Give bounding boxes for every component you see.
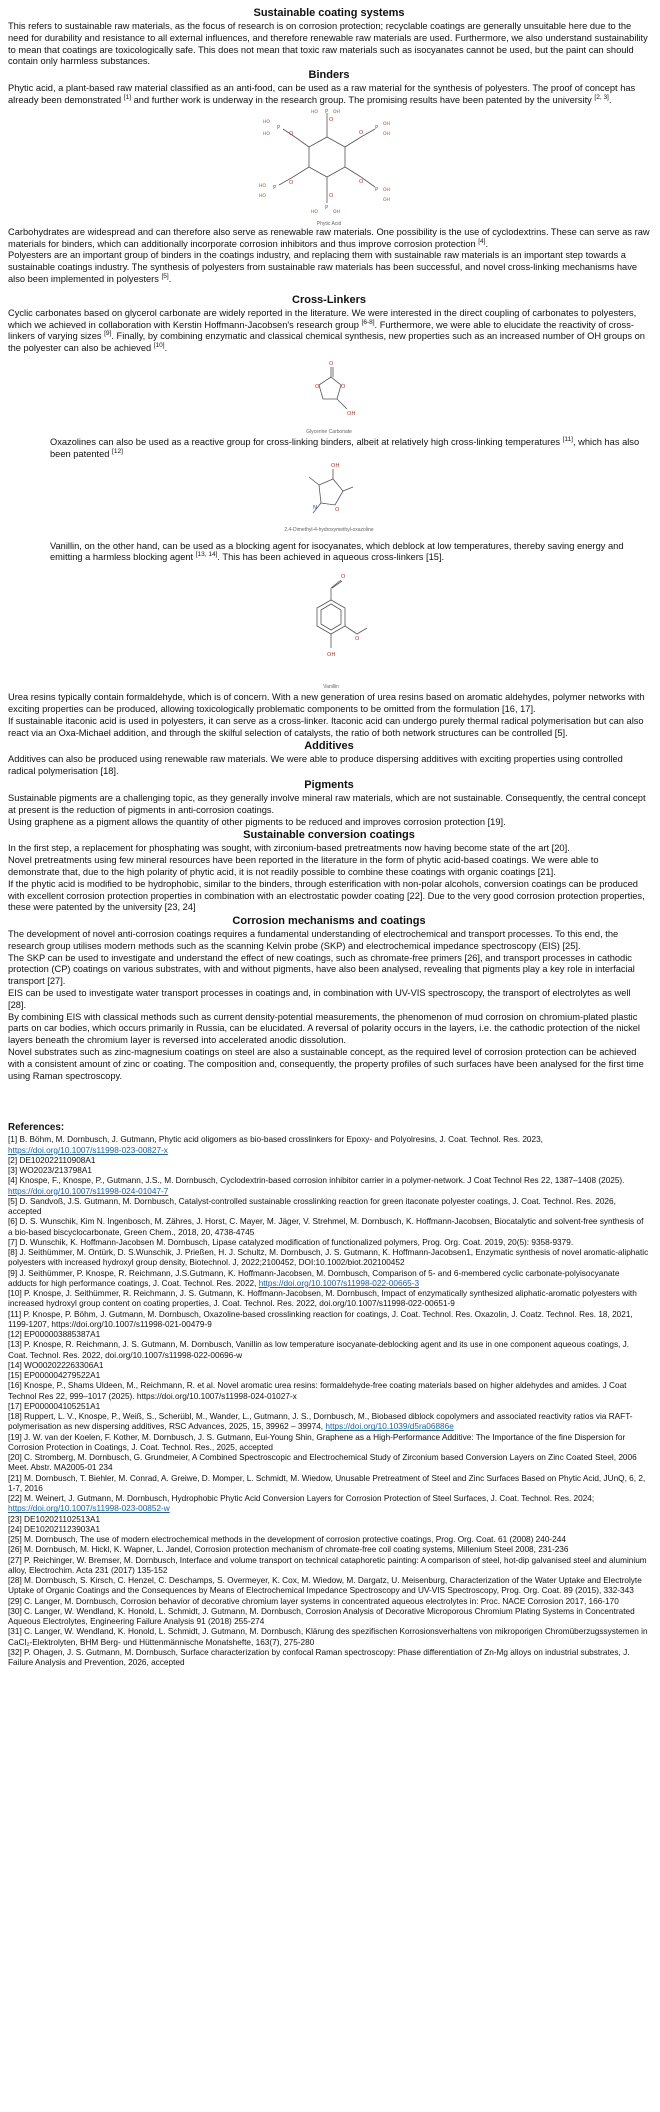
svg-text:OH: OH	[383, 187, 390, 193]
svg-text:HO: HO	[311, 109, 318, 115]
svg-text:HO: HO	[311, 209, 318, 215]
reference-item: [1] B. Böhm, M. Dornbusch, J. Gutmann, Phytic acid oligomers as bio-based crosslinkers for Epoxy- and Polyolresins, J. Coat. Technol. Res. 2023, https://doi.org/10.1007/s11998-023-00827-x	[8, 1135, 543, 1155]
reference-item: [11] P. Knospe, P. Böhm, J. Gutmann, M. Dornbusch, Oxazoline-based crosslinking reaction for coatings, J. Coat. Technol. Res. Oxazolin, J. Coatz. Technol. Res. 18, 2021, 1199-1207, https://doi.org/10.1007/s11998-021-00479-9	[8, 1309, 633, 1329]
reference-item: [5] D. Sandvoß, J.S. Gutmann, M. Dornbusch, Catalyst-controlled sustainable crosslinking reaction for green itaconate polyester coatings, J. Coat. Technol. Res. 2026, accepted	[8, 1196, 616, 1217]
paragraph: Carbohydrates are widespread and can therefore also serve as renewable raw materials. One possibility is the use of cyclodextrins. These can serve as raw materials for binders, which can additionally incorporate corrosion inhibitors and thus improve corrosion protection [4].	[8, 226, 650, 249]
paragraph: Cyclic carbonates based on glycerol carbonate are widely reported in the literature. We were interested in the direct coupling of carbonates to polyesters, which we achieved in collaboration with Kerstin Hoffmann-Jacobsen's research group [6-8]. Furthermore, we were able to elucidate the reactivity of cross-linkers of varying sizes [9]. Finally, by combining enzymatic and classical chemical synthesis, new properties such as an increased number of OH groups on the polyester can also be achieved [10].	[8, 307, 645, 354]
figure-caption: Glycerine Carbonate	[306, 428, 352, 435]
paragraph: By combining EIS with classical methods such as current density-potential measurements, the phenomenon of mud corrosion on chromium-plated plastic parts on car bodies, which occurs primarily in Russia, can be elucidated. A reversal of polarity occurs in the layers, i.e. the cathodic protection of the nickel layers beneath the chromium layer is reversed into accelerated anodic dissolution.	[8, 1011, 640, 1046]
svg-text:P: P	[273, 184, 277, 191]
citation: [4]	[478, 237, 486, 245]
reference-item: [12] EP000003885387A1	[8, 1330, 101, 1340]
paragraph: Additives can also be produced using renewable raw materials. We were able to produce dispersing additives with exciting properties using controlled radical polymerisation [18].	[8, 754, 623, 777]
svg-text:P: P	[375, 124, 379, 131]
svg-text:OH: OH	[383, 131, 390, 137]
paragraph: Novel substrates such as zinc-magnesium coatings on steel are also a sustainable concept, as the required level of corrosion protection can be achieved with a consistent amount of zinc or coating. The composition and, consequently, the property profiles of such surfaces have been analysed for the first time using Raman spectroscopy.	[8, 1047, 644, 1081]
section-heading-crosslinkers: Cross-Linkers	[292, 293, 366, 306]
reference-item: [23] DE102021102513A1	[8, 1514, 101, 1524]
paragraph: EIS can be used to investigate water transport processes in coatings and, in combination with UV-VIS spectroscopy, the transport of electrolytes as well [28].	[8, 988, 631, 1010]
reference-item: [10] P. Knospe, J. Seithümmer, R. Reichmann, J. S. Gutmann, K. Hoffmann-Jacobsen, M. Dornbusch, Impact of enzymatically synthesized aliphatic-aromatic polyesters with increased hydroxyl group content on coating properties, J. Coat. Technol. Res. 2022, doi.org/10.1007/s11998-022-00651-9	[8, 1289, 637, 1309]
paragraph: In the first step, a replacement for phosphating was sought, with zirconium-based pretreatments now having become state of the art [20].	[8, 843, 570, 854]
phytic-acid-structure-figure	[249, 107, 409, 227]
svg-text:HO: HO	[263, 131, 270, 137]
figure-caption: Vanillin	[323, 684, 339, 691]
section-heading-pigments: Pigments	[304, 778, 354, 791]
reference-item: [30] C. Langer, W. Wendland, K. Honold, L. Schmidt, J. Gutmann, M. Dornbusch, Corrosion Analysis of Decorative Microporous Chromium Plating Systems in Concentrated Aqueous Electrolytes, Engineering Failure Analysis 91 (2018) 255-274	[8, 1606, 635, 1627]
reference-item: [19] J. W. van der Koelen, F. Kother, M. Dornbusch, J. S. Gutmann, Eui-Young Shin, Graphene as a High-Performance Additive: The Importance of the fine Dispersion for Corrosion Protection in Coatings, J. Coat. Technol. Res., 2025, accepted	[8, 1432, 626, 1452]
reference-doi-link[interactable]: https://doi.org/10.1007/s11998-022-00665-3	[258, 1278, 420, 1288]
paragraph: Vanillin, on the other hand, can be used as a blocking agent for isocyanates, which deblock at low temperatures, thereby saving energy and emitting a harmless blocking agent [13, 14]. This has been achieved in aqueous cross-linkers [15].	[50, 540, 624, 563]
citation: [9]	[104, 330, 112, 338]
reference-item: [9] J. Seithümmer, P. Knospe, R. Reichmann, J.S.Gutmann, K. Hoffmann-Jacobsen, M. Dornbusch, Comparison of 5- and 6-membered cyclic carbonate-polyisocyanate adducts for high performance coatings, J. Coat. Technol. Res. 2022, https://doi.org/10.1007/s11998-022-00665-3	[8, 1268, 620, 1288]
section-heading-conversion: Sustainable conversion coatings	[243, 829, 415, 842]
reference-item: [28] M. Dornbusch, S. Kirsch, C. Henzel, C. Deschamps, S. Overmeyer, K. Cox, M. Wiedow, M. Dargatz, U. Meisenburg, Characterization of the Water Uptake and Electrolyte Uptake of Organic Coatings and the Consequences by Means of Electrochemical Impedance Spectroscopy and UV-VIS Spectroscopy, Prog. Org. Coat. 89 (2015), 332-343	[8, 1576, 642, 1596]
svg-text:P: P	[325, 108, 329, 115]
reference-item: [2] DE102022110908A1	[8, 1155, 96, 1165]
reference-doi-link[interactable]: https://doi.org/10.1007/s11998-024-01047-7	[8, 1186, 169, 1196]
svg-text:O: O	[315, 383, 320, 390]
paragraph: Phytic acid, a plant-based raw material classified as an anti-food, can be used as a raw material for the synthesis of polyesters. The proof of concept has already been demonstrated [1] and further work is underway in the research group. The promising results have been patented by the university [2, 3].	[8, 83, 636, 105]
citation: [1]	[123, 93, 132, 101]
svg-text:O: O	[355, 636, 360, 643]
reference-item: [3] WO2023/213798A1	[8, 1166, 92, 1176]
reference-item: [7] D. Wunschik, K. Hoffmann-Jacobsen M. Dornbusch, Lipase catalyzed modification of functionalized polymers, Prog. Org. Coat. 2019, 20(5): 9358-9379.	[8, 1237, 574, 1247]
svg-text:OH: OH	[333, 109, 340, 115]
reference-item: [14] WO002022263306A1	[8, 1360, 104, 1370]
paragraph: Urea resins typically contain formaldehyde, which is of concern. With a new generation of urea resins based on aromatic aldehydes, polymer networks with exciting properties can be produced, allowing toxicologically problematic components to be omitted from the formulation [16, 17].	[8, 692, 645, 714]
svg-text:O: O	[329, 116, 334, 123]
section-heading-corrosion: Corrosion mechanisms and coatings	[232, 915, 426, 928]
citation: [2, 3]	[594, 93, 609, 101]
reference-doi-link[interactable]: https://doi.org/10.1007/s11998-023-00827-x	[8, 1145, 168, 1155]
svg-text:N: N	[313, 504, 318, 511]
svg-text:O: O	[341, 383, 346, 390]
citation: [10]	[153, 342, 165, 350]
section-heading-coatings: Sustainable coating systems	[253, 7, 405, 19]
svg-text:O: O	[329, 192, 334, 199]
svg-text:OH: OH	[383, 121, 390, 127]
vanillin-structure-figure	[269, 564, 389, 692]
reference-item: [6] D. S. Wunschik, Kim N. Ingenbosch, M. Zähres, J. Horst, C. Mayer, M. Jäger, V. Strehmel, M. Dornbusch, K. Hoffmann-Jacobsen, Biocatalytic and solvent-free synthesis of a bio-based biscyclocarbonate, Green Chem., 2018, 20, 4738-4745	[8, 1217, 644, 1237]
paragraph: Oxazolines can also be used as a reactive group for cross-linking binders, albeit at relatively high cross-linking temperatures [11], which has also been patented [12]	[50, 435, 640, 459]
reference-item: [27] P. Reichinger, W. Bremser, M. Dornbusch, Interface and volume transport on technical cataphoretic painting: A comparison of steel, hot-dip galvanised steel and aluminium alloy, Electrochim. Acta 231 (2017) 135-152	[8, 1555, 647, 1575]
reference-doi-link[interactable]: https://doi.org/10.1039/d5ra06886e	[325, 1422, 454, 1432]
reference-item: [17] EP000004105251A1	[8, 1401, 101, 1411]
reference-item: [13] P. Knospe, R. Reichmann, J. S. Gutmann, M. Dornbusch, Vanillin as low temperature isocyanate-deblocking agent and its use in one component aqueous coatings, J. Coat. Technol. Res. 2022, doi.org/10.1007/s11998-022-00696-w	[8, 1340, 630, 1360]
oxazoline-structure-figure	[249, 461, 409, 535]
reference-doi-link[interactable]: https://doi.org/10.1007/s11998-023-00852-w	[8, 1504, 170, 1514]
svg-text:P: P	[375, 186, 379, 193]
svg-text:OH: OH	[327, 652, 336, 659]
svg-text:O: O	[335, 506, 340, 513]
reference-item: [24] DE102021123903A1	[8, 1524, 101, 1534]
reference-item: [8] J. Seithümmer, M. Ontürk, D. S.Wunschik, J. Prießen, H. J. Schultz, M. Dornbusch, J. S. Gutmann, K. Hoffmann-Jacobsen1, Enzymatic synthesis of novel aromatic-aliphatic polyesters with increased hydroxyl group density, Biotechnol. J, 2022;2100452, DOI:10.1002/biot.202100452	[8, 1248, 649, 1268]
reference-item: [25] M. Dornbusch, The use of modern electrochemical methods in the development of corrosion protective coatings, Prog. Org. Coat. 61 (2008) 240-244	[8, 1535, 566, 1545]
citation: [13, 14]	[195, 551, 218, 559]
svg-text:O: O	[359, 178, 364, 185]
paragraph: If the phytic acid is modified to be hydrophobic, similar to the binders, through esterification with non-polar alcohols, conversion coatings can be produced with excellent corrosion protection properties in combination with an electrostatic powder coating [22]. Due to the very good corrosion protection properties, these were patented by the university [23, 24]	[8, 878, 645, 913]
references-list	[8, 1135, 650, 1668]
section-heading-binders: Binders	[308, 69, 350, 82]
references-section	[8, 1122, 650, 1668]
svg-text:HO: HO	[259, 183, 266, 189]
figure-caption: Phytic Acid	[316, 220, 342, 227]
citation: [5]	[161, 272, 169, 280]
paragraph: Using graphene as a pigment allows the quantity of other pigments to be reduced and improves corrosion protection [19].	[8, 816, 506, 827]
reference-item: [31] C. Langer, W. Wendland, K. Honold, L. Schmidt, J. Gutmann, M. Dornbusch, Klärung des spezifischen Korrosionsverhaltens von mikroporigen Chromüberzugssystemen in CaCl₂-Elektrolyten, BHM Berg- und Hüttenmännische Monatshefte, 163(7), 275-280	[8, 1627, 648, 1647]
reference-item: [26] M. Dornbusch, M. Hickl, K. Wapner, L. Jandel, Corrosion protection mechanism of chromate-free coil coating systems, Millenium Steel 2008, 231-236	[8, 1545, 569, 1555]
svg-text:OH: OH	[383, 197, 390, 203]
svg-text:OH: OH	[347, 410, 356, 417]
reference-item: [16] Knospe, P., Shams Uldeen, M., Reichmann, R. et al. Novel aromatic urea resins: formaldehyde-free coating materials based on higher aldehydes and amides. J Coat Technol Res 22, 999–1017 (2025). https://doi.org/10.1007/s11998-024-01027-x	[8, 1381, 627, 1401]
reference-item: [4] Knospe, F., Knospe, P., Gutmann, J.S., M. Dornbusch, Cyclodextrin-based corrosion inhibitor carrier in a polymer-network. J Coat Technol Res 22, 1387–1408 (2025). https://doi.org/10.1007/s11998-024-01047-7	[8, 1176, 625, 1196]
figure-caption: 2,4-Dimethyl-4-hydroxymethyl-oxazoline	[284, 526, 374, 533]
paragraph: The development of novel anti-corrosion coatings requires a fundamental understanding of electrochemical and transport processes. To this end, the research group utilises modern methods such as the scanning Kelvin probe (SKP) and electrochemical impedance spectroscopy (EIS) [25].	[8, 929, 619, 951]
paragraph: Polyesters are an important group of binders in the coatings industry, and replacing them with sustainable raw materials is an important step towards a sustainable coatings industry. The synthesis of polyesters from sustainable raw materials has been successful, and novel cross-linking mechanisms have also been implemented in polyesters [5].	[8, 250, 638, 284]
references-title: References:	[8, 1122, 65, 1134]
paragraph: The SKP can be used to investigate and understand the effect of new coatings, such as chromate-free primers [26], and transport processes in cathodic protection (CP) coatings on various substrates, with and without pigments, have also been analysed, revealing that pigments play a key role in interfacial transport [27].	[8, 952, 635, 987]
reference-item: [21] M. Dornbusch, T. Biehler, M. Conrad, A. Greiwe, D. Momper, L. Schmidt, M. Wiedow, Unusable Pretreatment of Steel and Zinc Surfaces Based on Phytic Acid, JUnQ, 6, 2, 1-7, 2016	[8, 1473, 646, 1493]
reference-item: [20] C. Stromberg, M. Dornbusch, G. Grundmeier, A Combined Spectroscopic and Electrochemical Study of Zirconium based Conversion Layers on Zinc Coated Steel, 2006 Meet. Abstr. MA2005-01 234	[8, 1453, 637, 1473]
svg-text:OH: OH	[333, 209, 340, 215]
paragraph: This refers to sustainable raw materials, as the focus of research is on corrosion protection; recyclable coatings are generally unsuitable here due to the need for durability and resistance to all external influences, and therefore renewable raw materials are used. Furthermore, we also understand sustainability to mean that coatings are toxicologically safe. This does not mean that toxic raw materials such as isocyanates cannot be used, but the paint can should contain only harmless substances.	[8, 21, 648, 67]
citation: [6-8]	[361, 318, 375, 326]
reference-item: [15] EP000004279522A1	[8, 1371, 101, 1381]
reference-item: [29] C. Langer, M. Dornbusch, Corrosion behavior of decorative chromium layer systems in concentrated aqueous electrolytes in: Proc. NACE Corrosion 2017, 166-170	[8, 1596, 619, 1606]
svg-text:HO: HO	[263, 119, 270, 125]
svg-text:OH: OH	[331, 462, 340, 469]
paragraph: Sustainable pigments are a challenging topic, as they generally involve mineral raw materials, which are not sustainable. Consequently, the central concept at present is the reduction of pigments in anti-corrosion coatings.	[8, 792, 646, 815]
svg-text:O: O	[329, 360, 334, 367]
reference-item: [32] P. Ohagen, J. S. Gutmann, M. Dornbusch, Surface characterization by confocal Raman spectroscopy: Phase differentiation of Zn-Mg alloys on industrial substrates, J. Failure Analysis and Prevention, 2026, accepted	[8, 1647, 630, 1668]
svg-text:P: P	[277, 124, 281, 131]
svg-text:HO: HO	[259, 193, 266, 199]
reference-item: [22] M. Weinert, J. Gutmann, M. Dornbusch, Hydrophobic Phytic Acid Conversion Layers for Corrosion Protection of Steel Surfaces, J. Coat. Technol. Res. 2024; https://doi.org/10.1007/s11998-023-00852-w	[8, 1494, 595, 1514]
section-heading-additives: Additives	[304, 740, 354, 753]
citation: [12]	[112, 447, 123, 455]
svg-text:O: O	[359, 129, 364, 136]
reference-item: [18] Ruppert, L. V., Knospe, P., Weiß, S., Scherübl, M., Wander, L., Gutmann, J. S., Dornbusch, M., Biobased diblock copolymers and associated reactivity ratios via RAFT-polymerisation as new dispersing additives, RSC Advances, 2025, 15, 39962 – 39974, https://doi.org/10.1039/d5ra06886e	[8, 1412, 633, 1432]
svg-text:O: O	[289, 179, 294, 186]
svg-text:O: O	[289, 130, 294, 137]
paragraph: Novel pretreatments using few mineral resources have been reported in the literature in the form of phytic acid-based coatings. We were able to demonstrate that, due to the high polarity of phytic acid, it is not readily possible to combine these coatings with organic coatings [21].	[8, 855, 599, 877]
svg-text:O: O	[341, 574, 346, 581]
svg-text:P: P	[325, 204, 329, 211]
citation: [11]	[562, 435, 573, 443]
glycerine-carbonate-structure-figure	[269, 355, 389, 437]
paragraph: If sustainable itaconic acid is used in polyesters, it can serve as a cross-linker. Itaconic acid can undergo purely thermal radical polymerisation but can also react via an Oxa-Michael addition, and through the skilful selection of catalysts, the ratio of both network structures can be controlled [5].	[8, 715, 644, 738]
